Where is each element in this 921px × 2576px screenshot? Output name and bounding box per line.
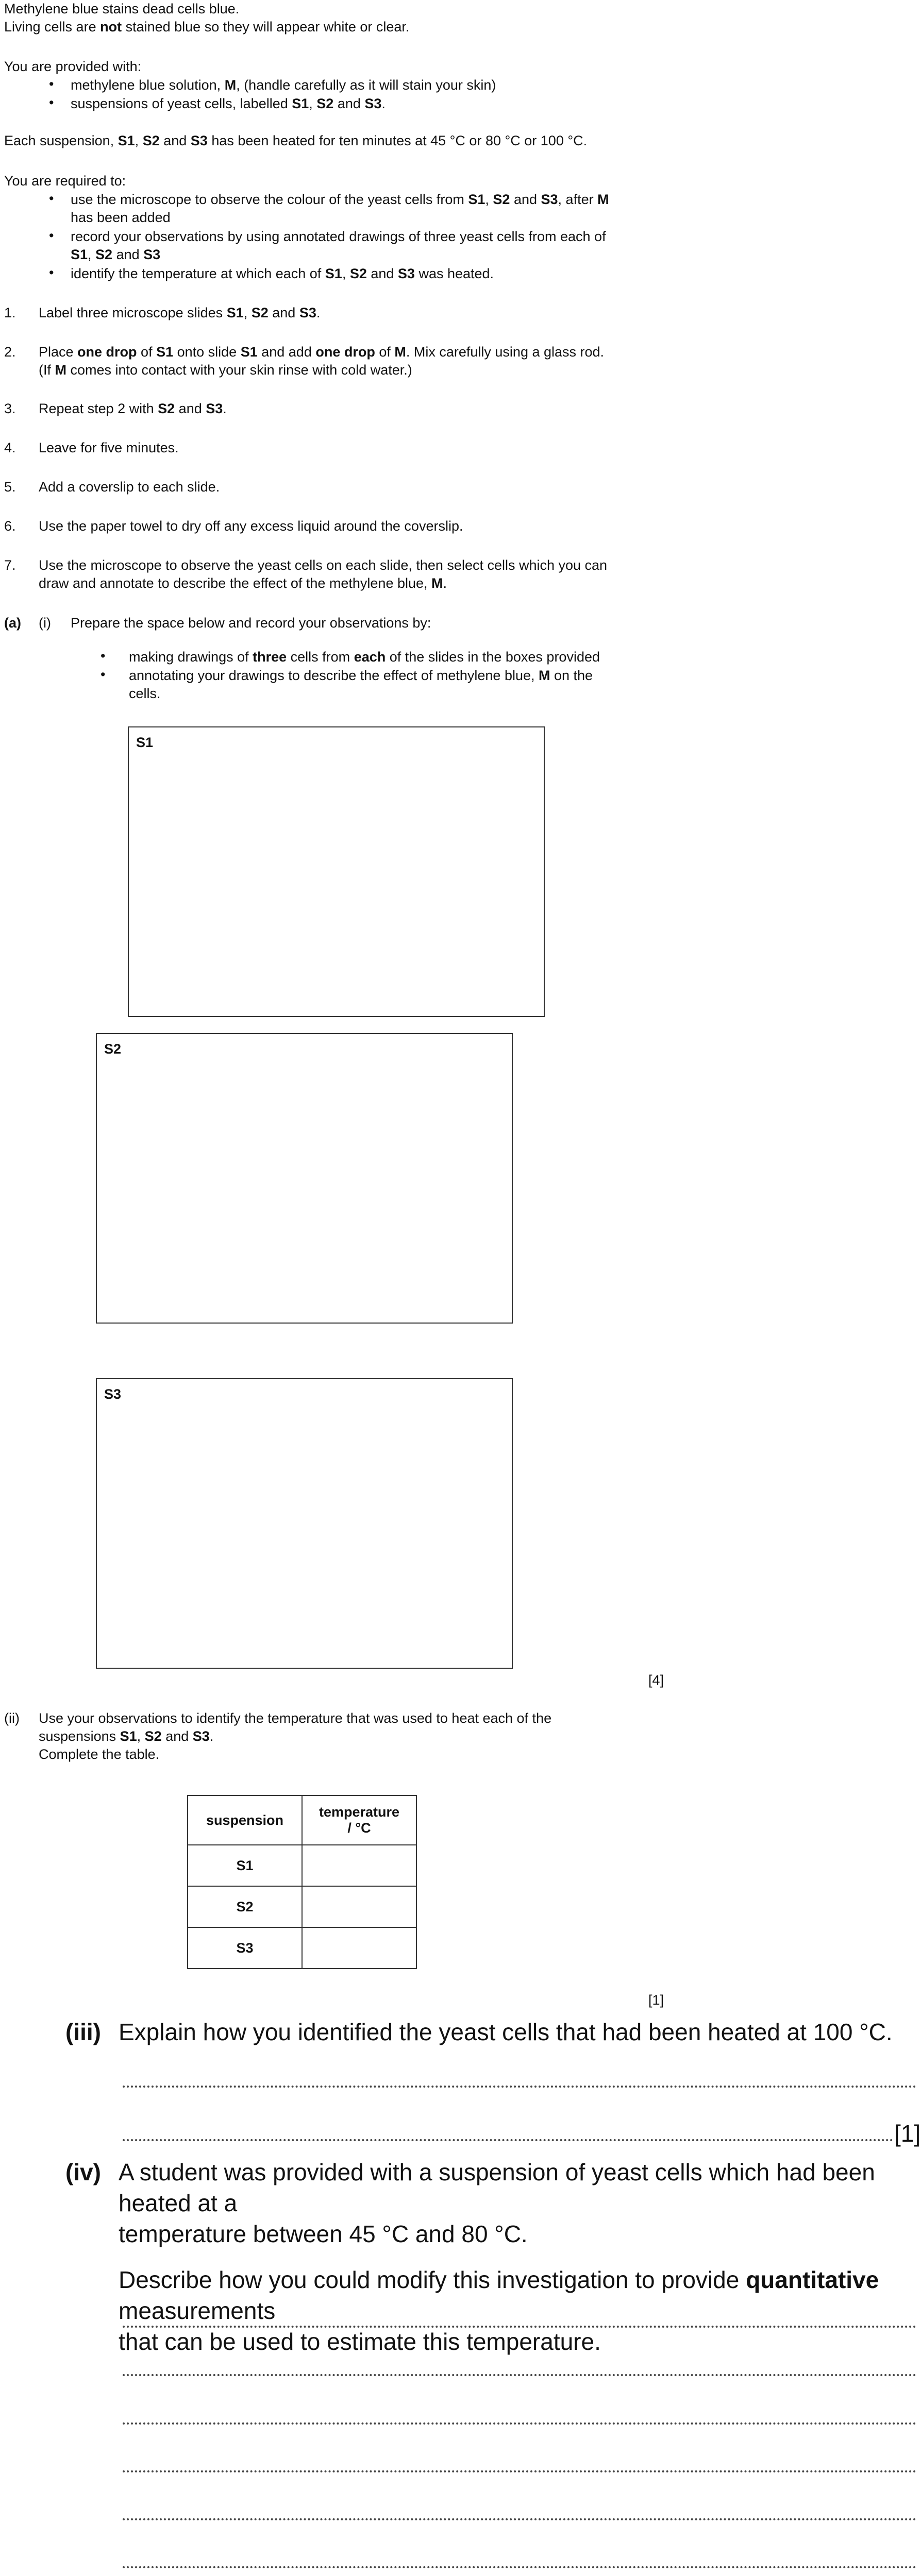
row-label-s3: S3 bbox=[188, 1927, 302, 1969]
provided-heading: You are provided with: bbox=[4, 59, 142, 74]
answer-line[interactable] bbox=[123, 2086, 916, 2088]
bullet-dot: • bbox=[101, 648, 106, 664]
step-4: Leave for five minutes. bbox=[39, 440, 179, 455]
answer-line[interactable] bbox=[123, 2139, 893, 2141]
step-2: Place one drop of S1 onto slide S1 and add one drop of M. Mix carefully using a glass rod. (If M comes into contact with your skin rinse with cold water.) bbox=[39, 344, 605, 378]
required-heading: You are required to: bbox=[4, 173, 126, 189]
marks-a-i: [4] bbox=[648, 1672, 664, 1688]
answer-line[interactable] bbox=[123, 2422, 916, 2425]
heated-line: Each suspension, S1, S2 and S3 has been heated for ten minutes at 45 °C or 80 °C or 100 °C. bbox=[4, 133, 588, 148]
step-7: Use the microscope to observe the yeast cells on each slide, then select cells which you can draw and annotate to describe the effect of the methylene blue, M. bbox=[39, 557, 608, 591]
subpart-i-label: (i) bbox=[39, 615, 51, 631]
step-3: Repeat step 2 with S2 and S3. bbox=[39, 401, 227, 416]
answer-line[interactable] bbox=[123, 2566, 916, 2568]
bullet-dot: • bbox=[101, 667, 106, 682]
part-a-prompt: Prepare the space below and record your observations by: bbox=[71, 615, 431, 631]
step-number: 7. bbox=[4, 557, 16, 573]
temperature-cell-s3[interactable] bbox=[302, 1927, 416, 1969]
part-a-label: (a) bbox=[4, 615, 21, 631]
bullet-dot: • bbox=[49, 265, 54, 280]
row-label-s2: S2 bbox=[188, 1886, 302, 1927]
marks-a-iii: [1] bbox=[894, 2120, 921, 2147]
step-number: 4. bbox=[4, 440, 16, 455]
required-item-1: use the microscope to observe the colour of the yeast cells from S1, S2 and S3, after M has been added bbox=[71, 192, 609, 226]
box-label-s1: S1 bbox=[136, 735, 154, 750]
table-header-row bbox=[188, 1795, 416, 1845]
drawing-box-s3[interactable] bbox=[96, 1378, 513, 1669]
table-row bbox=[188, 1845, 416, 1886]
step-number: 1. bbox=[4, 305, 16, 320]
part-a-ii-text: Use your observations to identify the temperature that was used to heat each of the suspensions S1, S2 and S3. Complete the table. bbox=[39, 1710, 552, 1762]
part-a-iv-text: A student was provided with a suspension of yeast cells which had been heated at a temperature between 45 °C and 80 °C. Describe how you could modify this investigation to provide quantitative measurements that can be used to estimate this temperature. bbox=[119, 2159, 879, 2355]
bullet-dot: • bbox=[49, 191, 54, 206]
table-row bbox=[188, 1886, 416, 1927]
part-a-iii-text: Explain how you identified the yeast cells that had been heated at 100 °C. bbox=[119, 2019, 893, 2045]
bullet-dot: • bbox=[49, 76, 54, 92]
box-label-s3: S3 bbox=[104, 1386, 122, 1402]
header-suspension: suspension bbox=[188, 1795, 302, 1845]
required-item-2: record your observations by using annotated drawings of three yeast cells from each of S1, S2 and S3 bbox=[71, 229, 606, 263]
provided-item-2: suspensions of yeast cells, labelled S1, S2 and S3. bbox=[71, 96, 386, 111]
marks-a-ii: [1] bbox=[648, 1992, 664, 2008]
bullet-dot: • bbox=[49, 95, 54, 110]
bullet-dot: • bbox=[49, 228, 54, 243]
provided-item-1: methylene blue solution, M, (handle carefully as it will stain your skin) bbox=[71, 77, 496, 93]
subpart-iii-label: (iii) bbox=[65, 2019, 101, 2045]
drawing-box-s1[interactable] bbox=[128, 726, 545, 1017]
part-a-bullet-1: making drawings of three cells from each of the slides in the boxes provided bbox=[129, 649, 600, 665]
required-item-3: identify the temperature at which each of S1, S2 and S3 was heated. bbox=[71, 266, 494, 281]
temperature-cell-s2[interactable] bbox=[302, 1886, 416, 1927]
drawing-box-s2[interactable] bbox=[96, 1033, 513, 1324]
step-number: 3. bbox=[4, 401, 16, 416]
header-temperature: temperature / °C bbox=[302, 1795, 416, 1845]
results-table bbox=[187, 1795, 417, 1969]
table-row bbox=[188, 1927, 416, 1969]
part-a-bullet-2: annotating your drawings to describe the effect of methylene blue, M on the cells. bbox=[129, 668, 593, 702]
subpart-iv-label: (iv) bbox=[65, 2159, 101, 2185]
temperature-cell-s1[interactable] bbox=[302, 1845, 416, 1886]
step-6: Use the paper towel to dry off any excess liquid around the coverslip. bbox=[39, 518, 463, 534]
answer-line[interactable] bbox=[123, 2374, 916, 2376]
step-number: 2. bbox=[4, 344, 16, 360]
answer-line[interactable] bbox=[123, 2518, 916, 2520]
answer-line[interactable] bbox=[123, 2326, 916, 2328]
row-label-s1: S1 bbox=[188, 1845, 302, 1886]
step-number: 5. bbox=[4, 479, 16, 495]
step-number: 6. bbox=[4, 518, 16, 534]
intro-line-2: Living cells are not stained blue so they will appear white or clear. bbox=[4, 19, 410, 35]
step-1: Label three microscope slides S1, S2 and S3. bbox=[39, 305, 321, 320]
step-5: Add a coverslip to each slide. bbox=[39, 479, 220, 495]
intro-line-1: Methylene blue stains dead cells blue. bbox=[4, 1, 240, 16]
intro-text bbox=[4, 0, 409, 36]
box-label-s2: S2 bbox=[104, 1041, 122, 1057]
subpart-ii-label: (ii) bbox=[4, 1710, 20, 1726]
answer-line[interactable] bbox=[123, 2470, 916, 2472]
